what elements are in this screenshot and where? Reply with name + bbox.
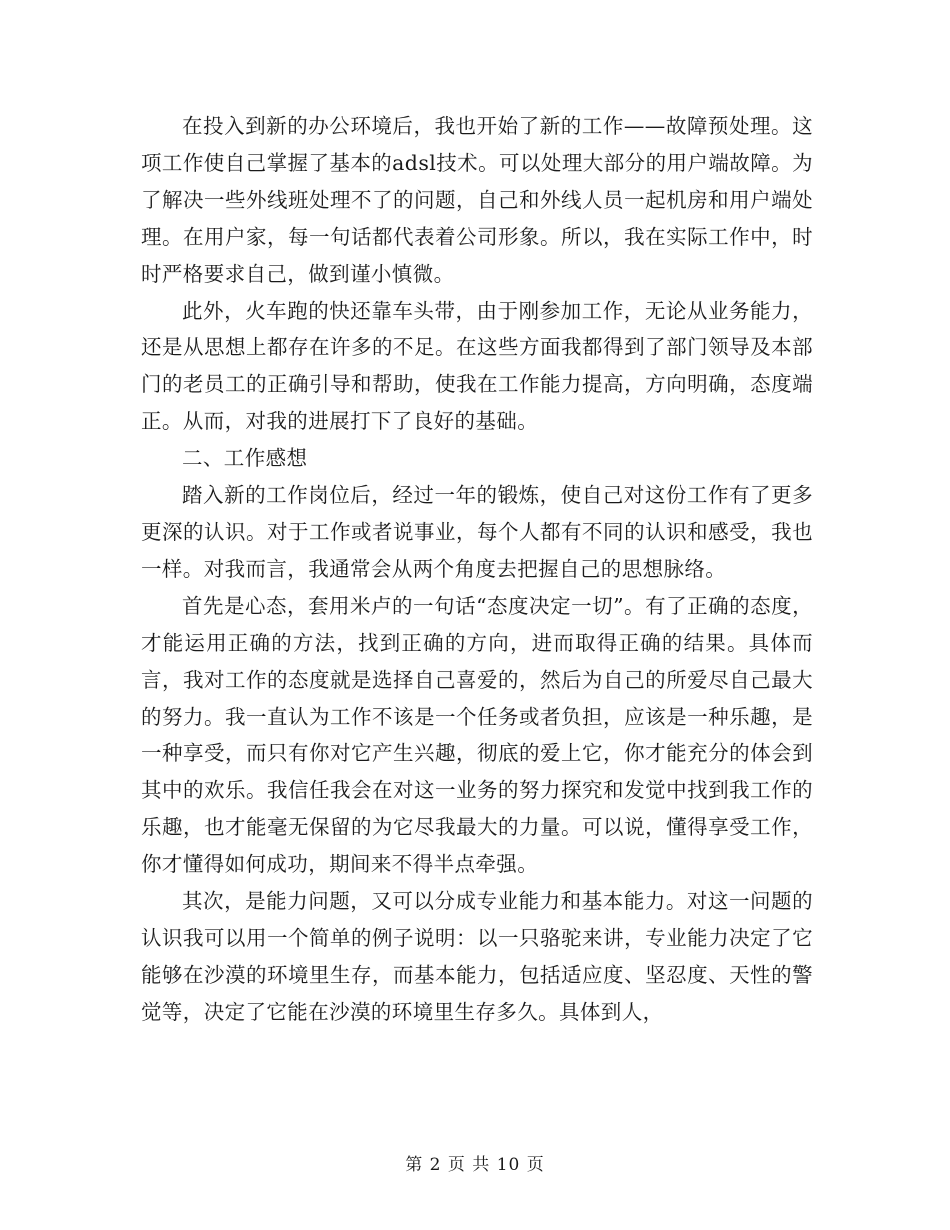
paragraph-new-position: 踏入新的工作岗位后，经过一年的锻炼，使自己对这份工作有了更多更深的认识。对于工作或者说事业，每个人都有不同的认识和感受，我也一样。对我而言，我通常会从两个角度去把握自己的思想脉络。 — [141, 483, 813, 581]
paragraph-attitude: 首先是心态，套用米卢的一句话“态度决定一切”。有了正确的态度，才能运用正确的方法，找到正确的方向，进而取得正确的结果。具体而言，我对工作的态度就是选择自己喜爱的，然后为自己的所爱尽自己最大的努力。我一直认为工作不该是一个任务或者负担，应该是一种乐趣，是一种享受，而只有你对它产生兴趣，彻底的爱上它，你才能充分的体会到其中的欢乐。我信任我会在对这一业务的努力探究和发觉中找到我工作的乐趣，也才能毫无保留的为它尽我最大的力量。可以说，懂得享受工作，你才懂得如何成功，期间来不得半点牵强。 — [141, 593, 813, 877]
section-heading-work-reflections: 二、工作感想 — [182, 446, 308, 471]
paragraph-guidance: 此外，火车跑的快还靠车头带，由于刚参加工作，无论从业务能力，还是从思想上都存在许多的不足。在这些方面我都得到了部门领导及本部门的老员工的正确引导和帮助，使我在工作能力提高，方向明确，态度端正。从而，对我的进展打下了良好的基础。 — [141, 298, 813, 434]
paragraph-ability: 其次，是能力问题，又可以分成专业能力和基本能力。对这一问题的认识我可以用一个简单的例子说明：以一只骆驼来讲，专业能力决定了它能够在沙漠的环境里生存，而基本能力，包括适应度、坚忍度、天性的警觉等，决定了它能在沙漠的环境里生存多久。具体到人， — [141, 889, 813, 1024]
paragraph-fault-preprocessing: 在投入到新的办公环境后，我也开始了新的工作——故障预处理。这项工作使自己掌握了基本的adsl技术。可以处理大部分的用户端故障。为了解决一些外线班处理不了的问题，自己和外线人员一起机房和用户端处理。在用户家，每一句话都代表着公司形象。所以，我在实际工作中，时时严格要求自己，做到谨小慎微。 — [141, 114, 813, 286]
page-number-footer: 第 2 页 共 10 页 — [405, 1155, 545, 1175]
document-body — [141, 108, 813, 1031]
